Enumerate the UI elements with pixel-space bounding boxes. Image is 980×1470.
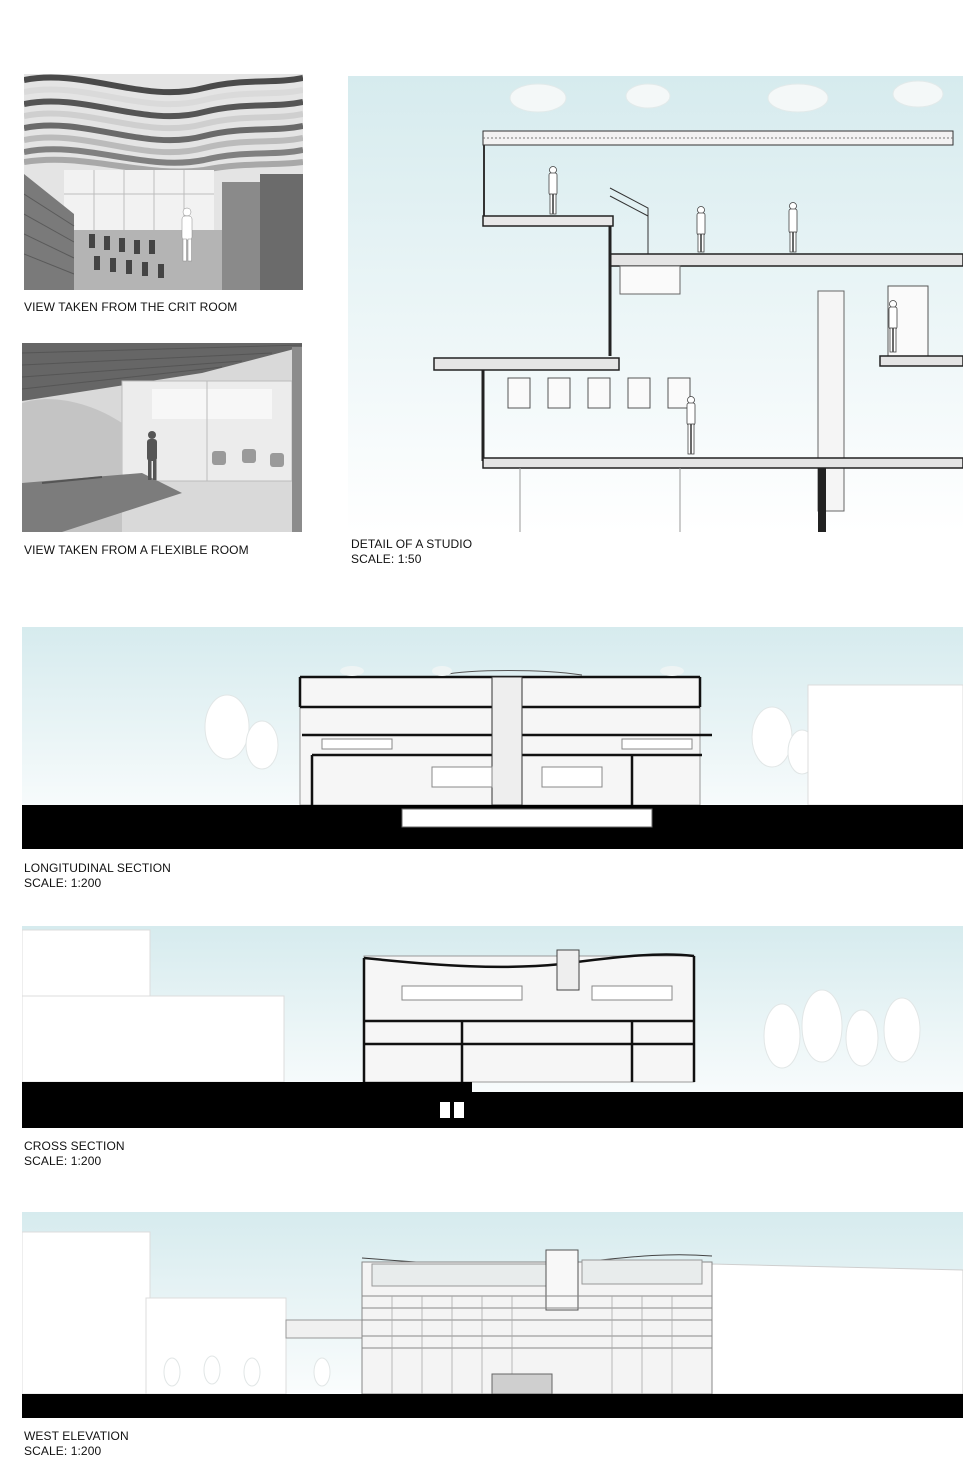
flexible-room-render xyxy=(22,343,302,532)
longitudinal-section-drawing xyxy=(22,627,963,849)
crit-room-caption: VIEW TAKEN FROM THE CRIT ROOM xyxy=(24,300,238,314)
west-elevation-scale: SCALE: 1:200 xyxy=(24,1444,102,1458)
crit-room-render xyxy=(24,74,303,290)
studio-detail-scale: SCALE: 1:50 xyxy=(351,552,422,566)
cross-section-title: CROSS SECTION xyxy=(24,1139,125,1153)
studio-detail-drawing xyxy=(348,76,963,532)
west-elevation-title: WEST ELEVATION xyxy=(24,1429,129,1443)
studio-detail-title: DETAIL OF A STUDIO xyxy=(351,537,473,551)
cross-section-drawing xyxy=(22,926,963,1128)
west-elevation-drawing xyxy=(22,1212,963,1418)
cross-section-scale: SCALE: 1:200 xyxy=(24,1154,102,1168)
flexible-room-caption: VIEW TAKEN FROM A FLEXIBLE ROOM xyxy=(24,543,249,557)
longitudinal-section-scale: SCALE: 1:200 xyxy=(24,876,102,890)
longitudinal-section-title: LONGITUDINAL SECTION xyxy=(24,861,171,875)
